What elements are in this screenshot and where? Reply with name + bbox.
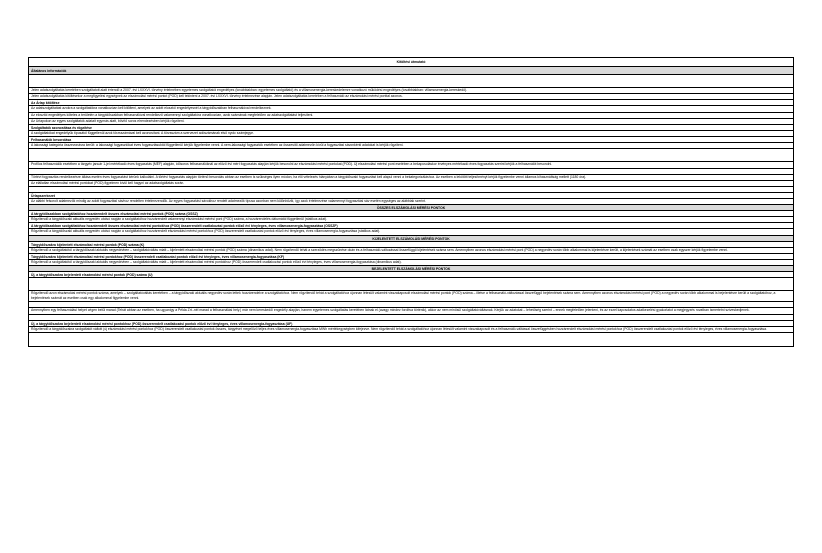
blank-row xyxy=(29,149,793,162)
instruction-sheet xyxy=(28,57,794,347)
instruction-text: Az alábbi felsorolt adatmezők mindig az adott fogyasztási sávhoz rendelten értelmezendők. Az egyes fogyasztási sávokhoz rendelt adatmezők típusa azonban nem különbözik, így azok értelmezése valamennyi fogyasztási sáv esetén egységes az alábbiak szerint. xyxy=(29,199,793,205)
instruction-text: Jelen adatszolgáltatás keretében szolgáltatott alatt értendő a 2007. évi LXXXVI. törvény értelmében egyetemes szolgáltatói engedélyes (továbbiakban: egyetemes szolgáltató) és a villamosenergia-kereskedelemre vonatkozó működési engedélyes (továbbiakban: villamosenergia-kereskedő). xyxy=(29,88,793,94)
instruction-text: Az adatszolgáltatást azokra a szolgáltatókra vonatkozóan kell kitölteni, amelyek az adott elosztói engedélyesnél a tárgyidőszakban felhasználóval rendelkeznek. xyxy=(29,106,793,112)
field-heading: A tárgyidőszakban szolgáltatóhoz hozzárendelt összes elszámolási mérési pontokhoz (POD) összerendelt csatlakozási pontok előző évi tényleges, éves villamosenergia-fogyasztása (OSSZF) xyxy=(29,223,793,229)
instruction-text: Rögzítendő a tárgyidőszaki aktuális negyedév utolsó napján a szolgáltatóhoz hozzárendelt valamennyi elszámolási mérési pont (POD) száma, a hozzárendelés dátumától függetlenül (statikus adat). xyxy=(29,217,793,223)
blank-row xyxy=(29,75,793,88)
sheet-rows xyxy=(29,67,793,346)
instruction-text: Rögzítendő a szolgáltatótól a tárgyidőszaki aktuális negyedévben – szolgáltatóváltás miatt – kijelentett elszámolási mérési pontok (POD) száma (dinamikus adat). Nem rögzítendő tehát a szerződés megszűnése okán és a felhasználó-változással összefüggő kijelentések száma sem. Amennyiben azonos elszámolási mérési pont (POD) a negyedév során több alkalommal is kijelentésre került, a kijelentések számát az esetben csak egyszer kérjük figyelembe venni. xyxy=(29,248,793,254)
field-heading: Tárgyidőszakra kijelentett elszámolási mérési pontok (POD) száma (K) xyxy=(29,242,793,248)
group-header: KIJELENTETT ELSZÁMOLÁSI MÉRÉSI PONTOK xyxy=(29,236,793,242)
instruction-text: Rögzítendő a tárgyidőszaki aktuális negyedév utolsó napján a szolgáltatóhoz hozzárendelt elszámolási mérési pontokhoz (POD) összerendelt csatlakozási pontok előző évi tényleges, éves villamosenergia-fogyasztása (statikus adat). xyxy=(29,229,793,235)
instruction-text: Rögzítendő a tárgyidőszakra szolgáltatót váltott (új elszámolási mérési pontokhoz (POD) összerendelt csatlakozási pontok összes, tárgyévet megelőző teljes éves villamosenergia-fogyasztása MWh mértékegységben kifejezve. Nem rögzítendő tehát a szolgáltatóhoz újonnan létesült valamint visszakapcsolt és a felhasználó-váltással összefüggésben hozzárendelt elszámolási mérési pontokhoz (POD) összerendelt csatlakozási pontok előző évi tényleges, éves villamosenergia-fogyasztása. xyxy=(29,327,793,333)
group-header: ÖSSZES ELSZÁMOLÁSI MÉRÉSI PONTOK xyxy=(29,205,793,211)
group-header: BEJELENTETT ELSZÁMOLÁSI MÉRÉSI PONTOK xyxy=(29,266,793,272)
instruction-text: Az Űrlapokon az egyes szolgáltatók adatait egymás alatt, bővítő soros elrendezésben kérjük rögzíteni. xyxy=(29,119,793,125)
instruction-text: Profilos felhasználók esetében a tárgyév január 1-jei mértékadó éves fogyasztás (MÉF) alapján, idősoros felhasználóknál az előző évi mért fogyasztás alapján kérjük besorolni az elszámolási mérési pontokat (POD). Új elszámolási mérési pont esetében a bekapcsoláskor érvényes mértékadó éves fogyasztás szerint kérjük a felhasználót besorolni. xyxy=(29,162,793,168)
instruction-text: Jelen adatszolgáltatás kitöltésekor a megfigyelési egységnek az elszámolási mérési pontot (POD) kell tekinteni a 2007. évi LXXXVI. törvény értelmezése alapján. Jelen adatszolgáltatás keretében a felhasználó az elszámolási mérési ponttal azonos. xyxy=(29,94,793,100)
field-heading: Szolgáltatók azonosítása és rögzítése xyxy=(29,125,793,131)
blank-row xyxy=(29,333,793,346)
field-heading: Az Árlap kitöltése xyxy=(29,100,793,106)
sheet-title: Kitöltési útmutató xyxy=(29,58,793,67)
instruction-text: A szolgáltatókat engedélyük típusától függetlenül azok törzsszámával kell azonosítani. A törzsszám a szervezet adószámának első nyolc számjegye. xyxy=(29,131,793,137)
instruction-text: A lakossági kategória összevonásra került: a lakossági fogyasztókat éves fogyasztásuktól függetlenül kérjük figyelembe venni. A nem-lakossági fogyasztók esetében az összesítő adatmezőn kívül a fogyasztási sávonkénti adatokat is kérjük rögzíteni. xyxy=(29,143,793,149)
section-header: Általános információk xyxy=(29,67,793,75)
field-heading: A tárgyidőszakban szolgáltatóhoz hozzárendelt összes elszámolási mérési pontok (POD) száma (OSSZ) xyxy=(29,211,793,217)
field-heading: Űrlapszerkezet xyxy=(29,193,793,199)
instruction-text: Törtévi fogyasztás rendelkezésre állása esetén éves fogyasztást kérünk kalkulálni. A törtévi fogyasztás alapján történő besorolás abban az esetben is szükséges ilyen módon, ha élő vételezés hiányában a tárgyidőszaki fogyasztást kell alapul venni a bekategorizáláshoz. Az esetben a lekötött teljesítményt kérjük figyelembe venni államos kihasználtság mellett (1180 óra). xyxy=(29,175,793,181)
field-heading: Új, a tárgyidőszakra bejelentett elszámolási mérési pontokhoz (POD) összerendelt csatlakozási pontok előző évi tényleges, éves villamosenergia-fogyasztása (UF) xyxy=(29,321,793,327)
field-heading: Új, a tárgyidőszakra bejelentett elszámolási mérési pontok (POD) száma (U) xyxy=(29,272,793,278)
field-heading: Tárgyidőszakra kijelentett elszámolási mérési pontokhoz (POD) összerendelt csatlakozási pontok előző évi tényleges, éves villamosenergia-fogyasztása (KF) xyxy=(29,254,793,260)
instruction-text: Az elállatlan elszámolási mérési pontokat (POD) figyelmen kívül kell hagyni az adatszolgáltatás során. xyxy=(29,181,793,187)
blank-row xyxy=(29,278,793,291)
instruction-text: Rögzítendő azon elszámolási mérési pontok száma, amelyek – szolgáltatóváltás keretében – a tárgyidőszaki aktuális negyedév során lettek hozzárendelve a szolgáltatóhoz. Nem rögzítendő tehát a szolgáltatóhoz újonnan létesült valamint visszakapcsolt elszámolási mérési pontok (POD) száma – illetve a felhasználó-változással összefüggő bejelentések száma sem. Amennyiben azonos elszámolási mérési pont (POD) a negyedév során több alkalommal is bejelentésre került a szolgáltatóhoz, a bejelentések számát az esetben csak egy alkalommal figyelembe venni. xyxy=(29,291,793,302)
instruction-text: Rögzítendő a szolgáltatótól a tárgyidőszaki aktuális negyedévben – szolgáltatóváltás miatt – kijelentett elszámolási mérési pontokhoz (POD) összerendelt csatlakozási pontok előző évi tényleges, éves villamosenergia-fogyasztása (dinamikus adat). xyxy=(29,260,793,266)
field-heading: Felhasználók besorolása xyxy=(29,137,793,143)
instruction-text: Amennyiben egy felhasználási helyet cégen belül marad (Tehát abban az esetben, ha ugyanígy a Példa Zrt.-nél marad a felhasználási hely.) már nem kereskedői engedély alapján, hanem egyetemes szolgáltatás keretében látnak el (avagy mindez fordítva történik), akkor az nem minősül szolgáltatóváltásnak. Kérjük az adatokat – lehetőség szerint – ennek megfelelően jelenteni, és az ezzel kapcsolatos adatkezelési gyakorlatot a megjegyzés rovatban ismertetni szíveskedjenek. xyxy=(29,308,793,314)
instruction-text: Az elosztói engedélyes köteles a területén a tárgyidőszakban felhasználóval rendelkező valamennyi szolgáltatóra vonatkozóan, azok számának megfelelően az adatszolgáltatást teljesíteni. xyxy=(29,113,793,119)
